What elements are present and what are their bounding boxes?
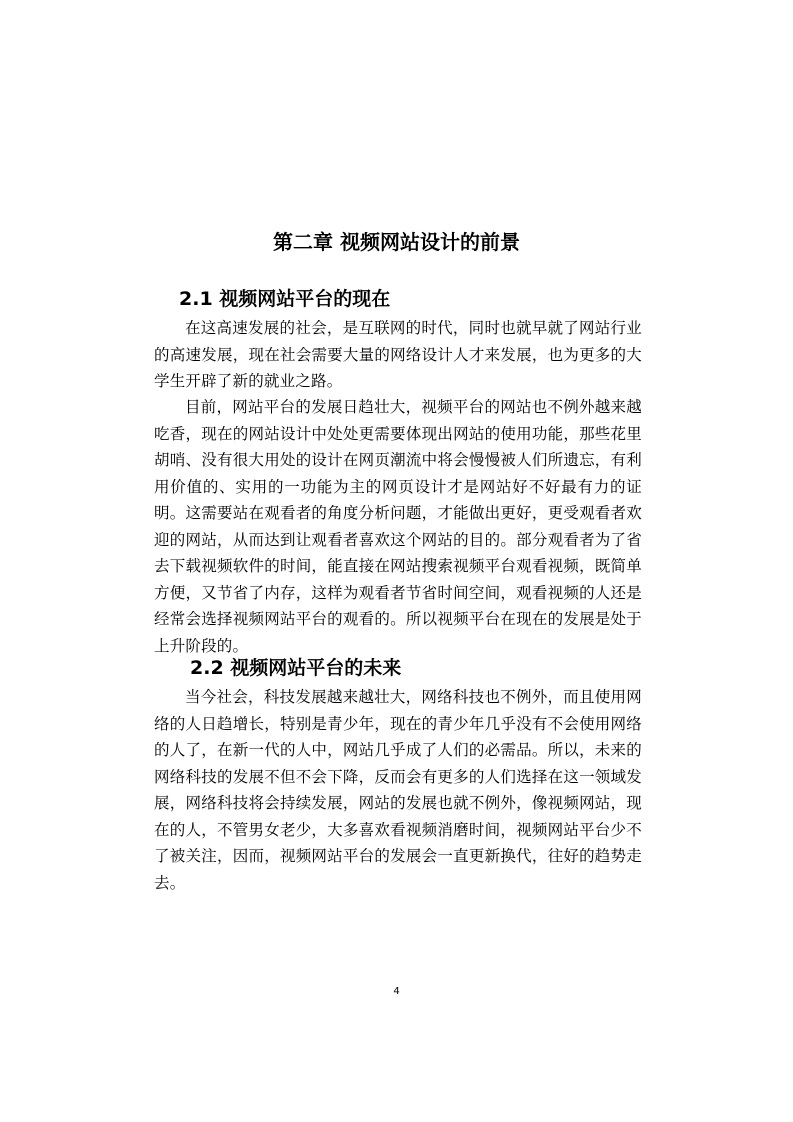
section-2-1-paragraph-2: 目前，网站平台的发展日趋壮大，视频平台的网站也不例外越来越吃香，现在的网站设计中处处更需要体现出网站的使用功能，那些花里胡哨、没有很大用处的设计在网页潮流中将会慢慢被人们所遗忘，有利用价值的、实用的一功能为主的网页设计才是网站好不好最有力的证明。这需要站在观看者的角度分析问题，才能做出更好，更受观看者欢迎的网站，从而达到让观看者喜欢这个网站的目的。部分观看者为了省去下载视频软件的时间，能直接在网站搜索视频平台观看视频，既简单方便，又节省了内存，这样为观看者节省时间空间，观看视频的人还是经常会选择视频网站平台的观看的。所以视频平台在现在的发展是处于上升阶段的。 bbox=[154, 398, 642, 655]
section-2-1-paragraph-1: 在这高速发展的社会，是互联网的时代，同时也就早就了网站行业的高速发展，现在社会需要大量的网络设计人才来发展，也为更多的大学生开辟了新的就业之路。 bbox=[154, 319, 642, 390]
page-number: 4 bbox=[393, 986, 400, 997]
section-2-2-paragraph-1: 当今社会，科技发展越来越壮大，网络科技也不例外，而且使用网络的人日趋增长，特别是青少年，现在的青少年几乎没有不会使用网络的人了，在新一代的人中，网站几乎成了人们的必需品。所以，未来的网络科技的发展不但不会下降，反而会有更多的人们选择在这一领域发展，网络科技将会持续发展，网站的发展也就不例外，像视频网站，现在的人，不管男女老少，大多喜欢看视频消磨时间，视频网站平台少不了被关注，因而，视频网站平台的发展会一直更新换代，往好的趋势走去。 bbox=[154, 688, 642, 892]
section-heading-2-1: 2.1 视频网站平台的现在 bbox=[179, 288, 391, 310]
chapter-title: 第二章 视频网站设计的前景 bbox=[273, 230, 520, 254]
section-heading-2-2: 2.2 视频网站平台的未来 bbox=[190, 657, 402, 679]
